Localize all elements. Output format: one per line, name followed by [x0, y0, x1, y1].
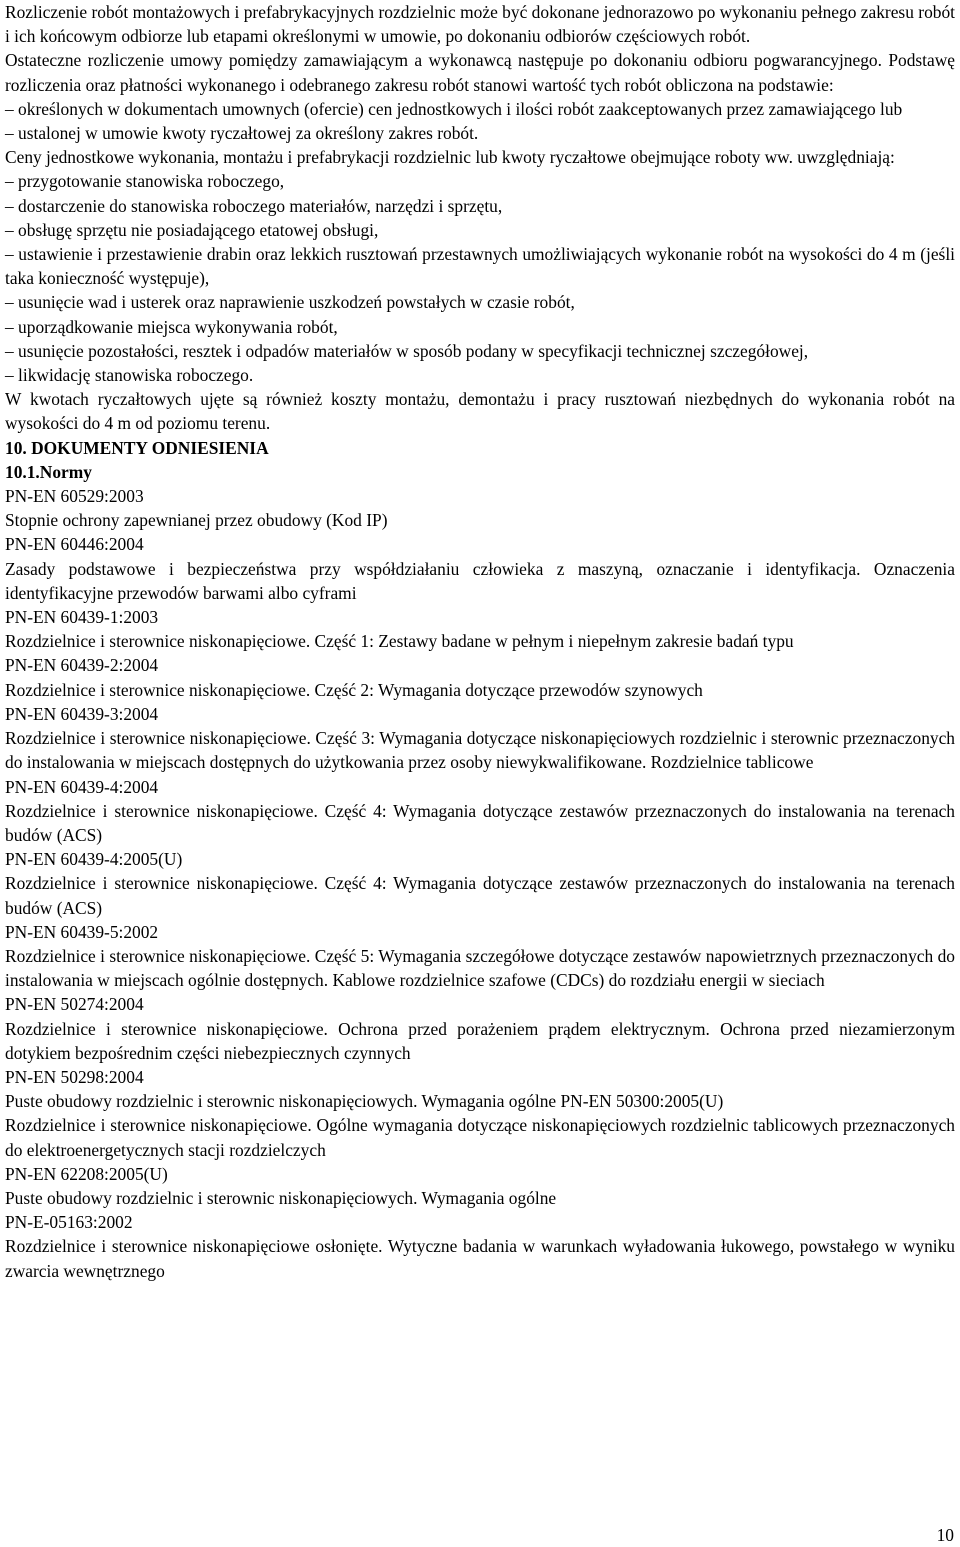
- norm-code: PN-EN 60439-2:2004: [5, 655, 159, 676]
- norm-description: Rozdzielnice i sterownice niskonapięciowe. Część 4: Wymagania dotyczące zestawów przeznaczonych do instalowania na terenach budów (ACS): [5, 873, 955, 918]
- basis-list: [5, 97, 955, 145]
- includes-item: – dostarczenie do stanowiska roboczego materiałów, narzędzi i sprzętu,: [5, 194, 955, 218]
- section-subheading: 10.1.Normy: [5, 461, 92, 482]
- norm-code: PN-EN 62208:2005(U): [5, 1163, 168, 1184]
- includes-list: [5, 169, 955, 387]
- norm-code: PN-EN 50274:2004: [5, 994, 144, 1015]
- norm-description: Rozdzielnice i sterownice niskonapięciowe osłonięte. Wytyczne badania w warunkach wyładowania łukowego, powstałego w wyniku zwarcia wewnętrznego: [5, 1236, 955, 1281]
- includes-item: – przygotowanie stanowiska roboczego,: [5, 169, 955, 193]
- section-heading: 10. DOKUMENTY ODNIESIENIA: [5, 437, 269, 458]
- intro-paragraph-3: Ceny jednostkowe wykonania, montażu i prefabrykacji rozdzielnic lub kwoty ryczałtowe obejmujące roboty ww. uwzględniają:: [5, 147, 895, 168]
- norm-description: Rozdzielnice i sterownice niskonapięciowe. Część 4: Wymagania dotyczące zestawów przeznaczonych do instalowania na terenach budów (ACS): [5, 800, 955, 845]
- norm-description: Zasady podstawowe i bezpieczeństwa przy współdziałaniu człowieka z maszyną, oznaczanie i identyfikacja. Oznaczenia identyfikacyjne przewodów barwami albo cyframi: [5, 558, 955, 603]
- norm-description: Puste obudowy rozdzielnic i sterownic niskonapięciowych. Wymagania ogólne: [5, 1187, 557, 1208]
- norm-code: PN-EN 60529:2003: [5, 486, 144, 507]
- norm-description: Puste obudowy rozdzielnic i sterownic niskonapięciowych. Wymagania ogólne PN-EN 50300:2005(U): [5, 1091, 724, 1112]
- includes-item: – usunięcie wad i usterek oraz naprawienie uszkodzeń powstałych w czasie robót,: [5, 290, 955, 314]
- page-number: 10: [936, 1525, 954, 1545]
- basis-item: – określonych w dokumentach umownych (ofercie) cen jednostkowych i ilości robót zaakceptowanych przez zamawiającego lub: [5, 97, 955, 121]
- norm-description: Rozdzielnice i sterownice niskonapięciowe. Część 3: Wymagania dotyczące niskonapięciowych rozdzielnic i sterownic przeznaczonych do instalowania w miejscach dostępnych do użytkowania przez osoby niewykwalifikowane. Rozdzielnice tablicowe: [5, 728, 955, 773]
- includes-item: – obsługę sprzętu nie posiadającego etatowej obsługi,: [5, 218, 955, 242]
- norm-description: Rozdzielnice i sterownice niskonapięciowe. Część 1: Zestawy badane w pełnym i niepełnym zakresie badań typu: [5, 631, 794, 652]
- norm-code: PN-EN 60439-4:2004: [5, 776, 159, 797]
- intro-paragraph-4: W kwotach ryczałtowych ujęte są również koszty montażu, demontażu i pracy rusztowań niezbędnych do wykonania robót na wysokości do 4 m od poziomu terenu.: [5, 389, 955, 434]
- norm-description: Rozdzielnice i sterownice niskonapięciowe. Ochrona przed porażeniem prądem elektrycznym. Ochrona przed niezamierzonym dotykiem bezpośrednim części niebezpiecznych czynnych: [5, 1018, 955, 1063]
- norm-description: Stopnie ochrony zapewnianej przez obudowy (Kod IP): [5, 510, 388, 531]
- norm-description: Rozdzielnice i sterownice niskonapięciowe. Ogólne wymagania dotyczące niskonapięciowych rozdzielnic tablicowych przeznaczonych do elektroenergetycznych stacji rozdzielczych: [5, 1115, 955, 1160]
- basis-item: – ustalonej w umowie kwoty ryczałtowej za określony zakres robót.: [5, 121, 955, 145]
- intro-paragraph-2: Ostateczne rozliczenie umowy pomiędzy zamawiającym a wykonawcą następuje po dokonaniu odbioru pogwarancyjnego. Podstawę rozliczenia oraz płatności wykonanego i odebranego zakresu robót stanowi wartość tych robót obliczona na podstawie:: [5, 50, 955, 95]
- includes-item: – usunięcie pozostałości, resztek i odpadów materiałów w sposób podany w specyfikacji technicznej szczegółowej,: [5, 339, 955, 363]
- norm-description: Rozdzielnice i sterownice niskonapięciowe. Część 5: Wymagania szczegółowe dotyczące zestawów napowietrznych przeznaczonych do instalowania w miejscach ogólnie dostępnych. Kablowe rozdzielnice szafowe (CDCs) do rozdziału energii w sieciach: [5, 945, 955, 991]
- norm-code: PN-EN 60439-4:2005(U): [5, 849, 183, 870]
- norm-code: PN-EN 50298:2004: [5, 1066, 144, 1087]
- norms-list: [5, 484, 955, 1283]
- intro-paragraph-1: Rozliczenie robót montażowych i prefabrykacyjnych rozdzielnic może być dokonane jednorazowo po wykonaniu pełnego zakresu robót i ich końcowym odbiorze lub etapami określonymi w umowie, po dokonaniu odbiorów częściowych robót.: [5, 2, 955, 47]
- norm-code: PN-EN 60446:2004: [5, 534, 144, 555]
- includes-item: – ustawienie i przestawienie drabin oraz lekkich rusztowań przestawnych umożliwiających wykonanie robót na wysokości do 4 m (jeśli taka konieczność występuje),: [5, 242, 955, 290]
- norm-description: Rozdzielnice i sterownice niskonapięciowe. Część 2: Wymagania dotyczące przewodów szynowych: [5, 679, 703, 700]
- document-page: [5, 0, 955, 1283]
- norm-code: PN-EN 60439-5:2002: [5, 921, 159, 942]
- norm-code: PN-EN 60439-1:2003: [5, 607, 159, 628]
- includes-item: – uporządkowanie miejsca wykonywania robót,: [5, 315, 955, 339]
- includes-item: – likwidację stanowiska roboczego.: [5, 363, 955, 387]
- norm-code: PN-EN 60439-3:2004: [5, 703, 159, 724]
- norm-code: PN-E-05163:2002: [5, 1212, 133, 1233]
